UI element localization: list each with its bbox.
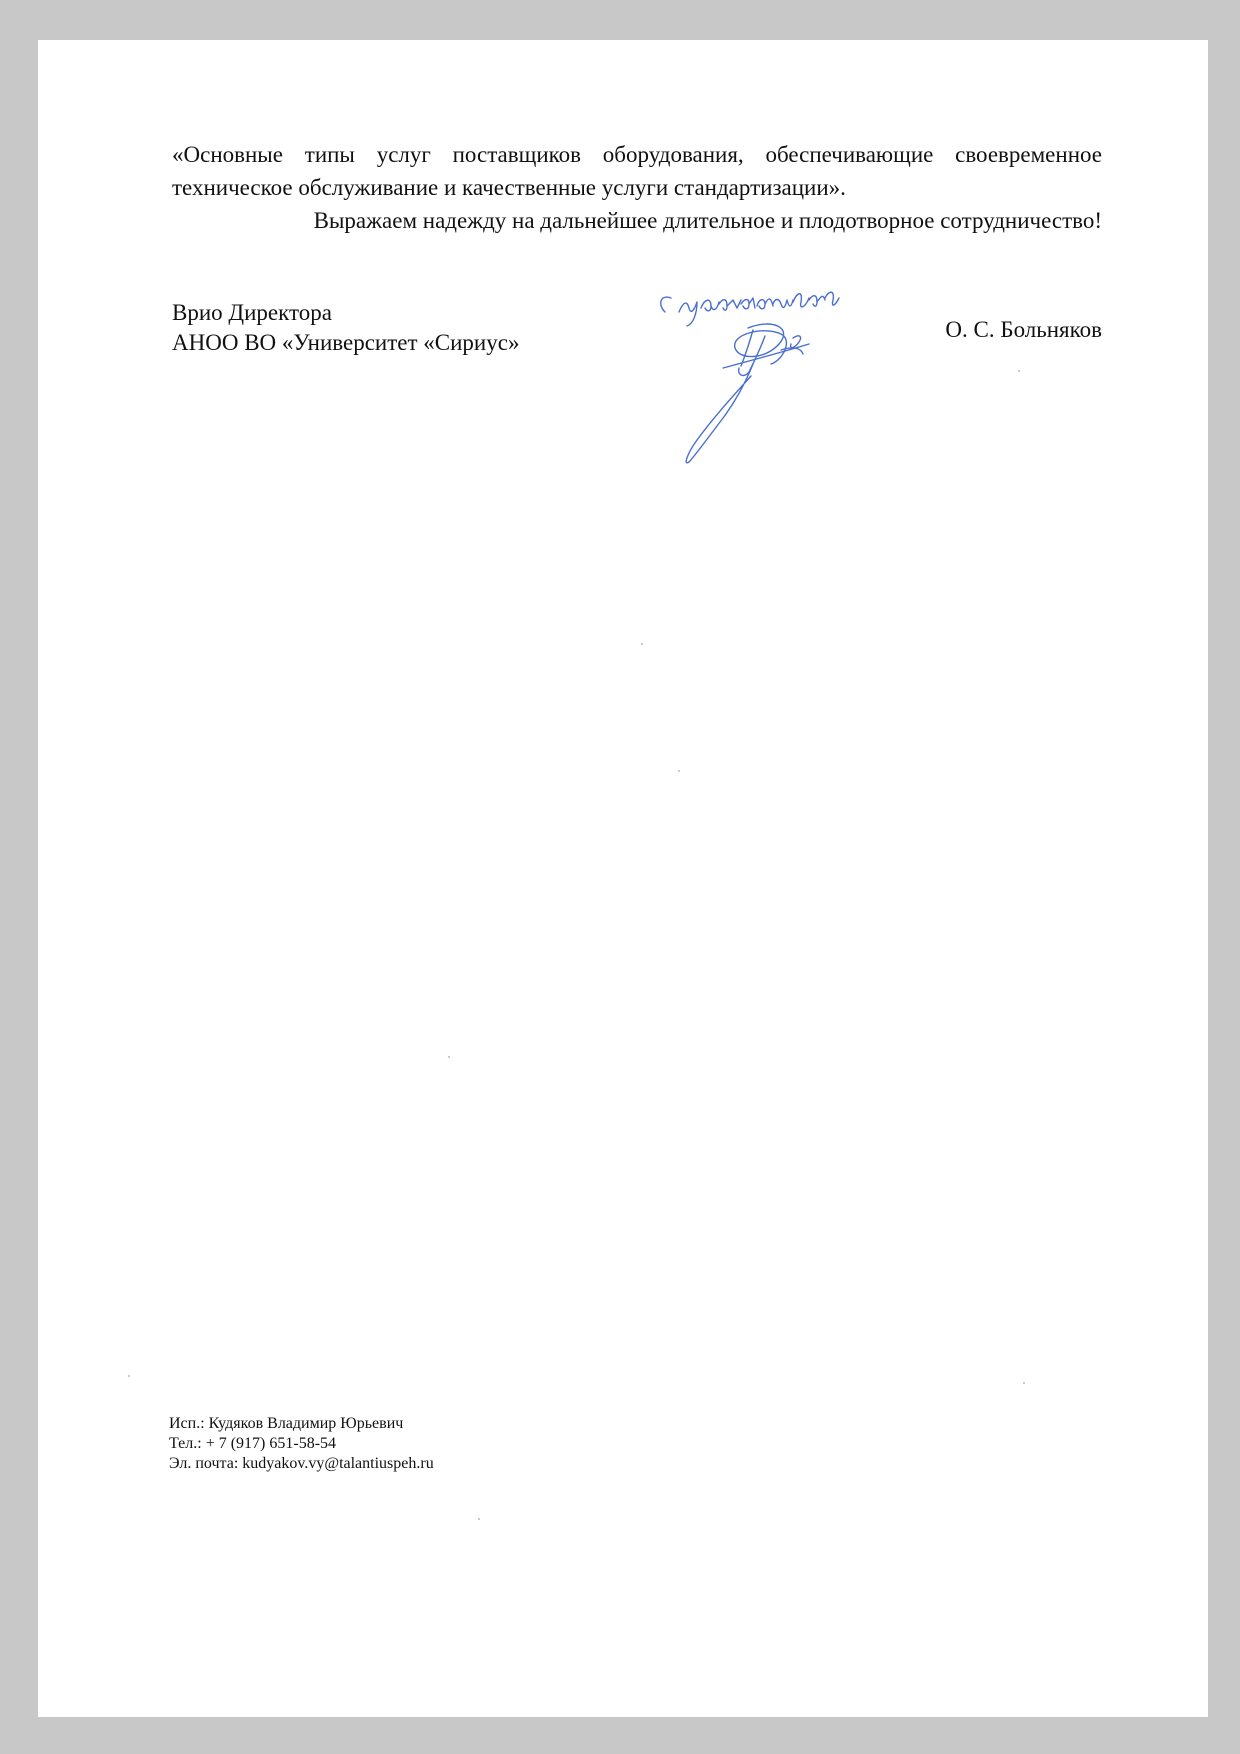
signatory-name: О. С. Больняков	[945, 317, 1102, 342]
executor-name: Исп.: Кудяков Владимир Юрьевич	[169, 1415, 404, 1432]
scan-speck	[448, 1056, 450, 1058]
scan-speck	[1023, 1382, 1025, 1384]
handwritten-signature	[653, 268, 913, 468]
letter-body-line-1: «Основные типы услуг поставщиков оборудования, обеспечивающие своевременное	[172, 142, 1102, 167]
letter-closing-line: Выражаем надежду на дальнейшее длительное и плодотворное сотрудничество!	[313, 208, 1102, 233]
letter-body-paragraph	[172, 138, 1102, 204]
scan-speck	[478, 1518, 480, 1520]
scan-speck	[128, 1375, 130, 1377]
scan-speck	[641, 643, 643, 645]
signatory-position: Врио Директора	[172, 300, 332, 325]
scan-speck	[678, 770, 680, 772]
executor-contacts	[169, 1414, 434, 1474]
document-page	[38, 40, 1208, 1717]
letter-body-line-2: техническое обслуживание и качественные услуги стандартизации».	[172, 175, 846, 200]
signatory-title-block	[172, 298, 519, 358]
scan-speck	[1018, 370, 1020, 372]
executor-phone: Тел.: + 7 (917) 651-58-54	[169, 1435, 337, 1452]
executor-email: Эл. почта: kudyakov.vy@talantiuspeh.ru	[169, 1455, 434, 1472]
signatory-organization: АНОО ВО «Университет «Сириус»	[172, 330, 520, 355]
